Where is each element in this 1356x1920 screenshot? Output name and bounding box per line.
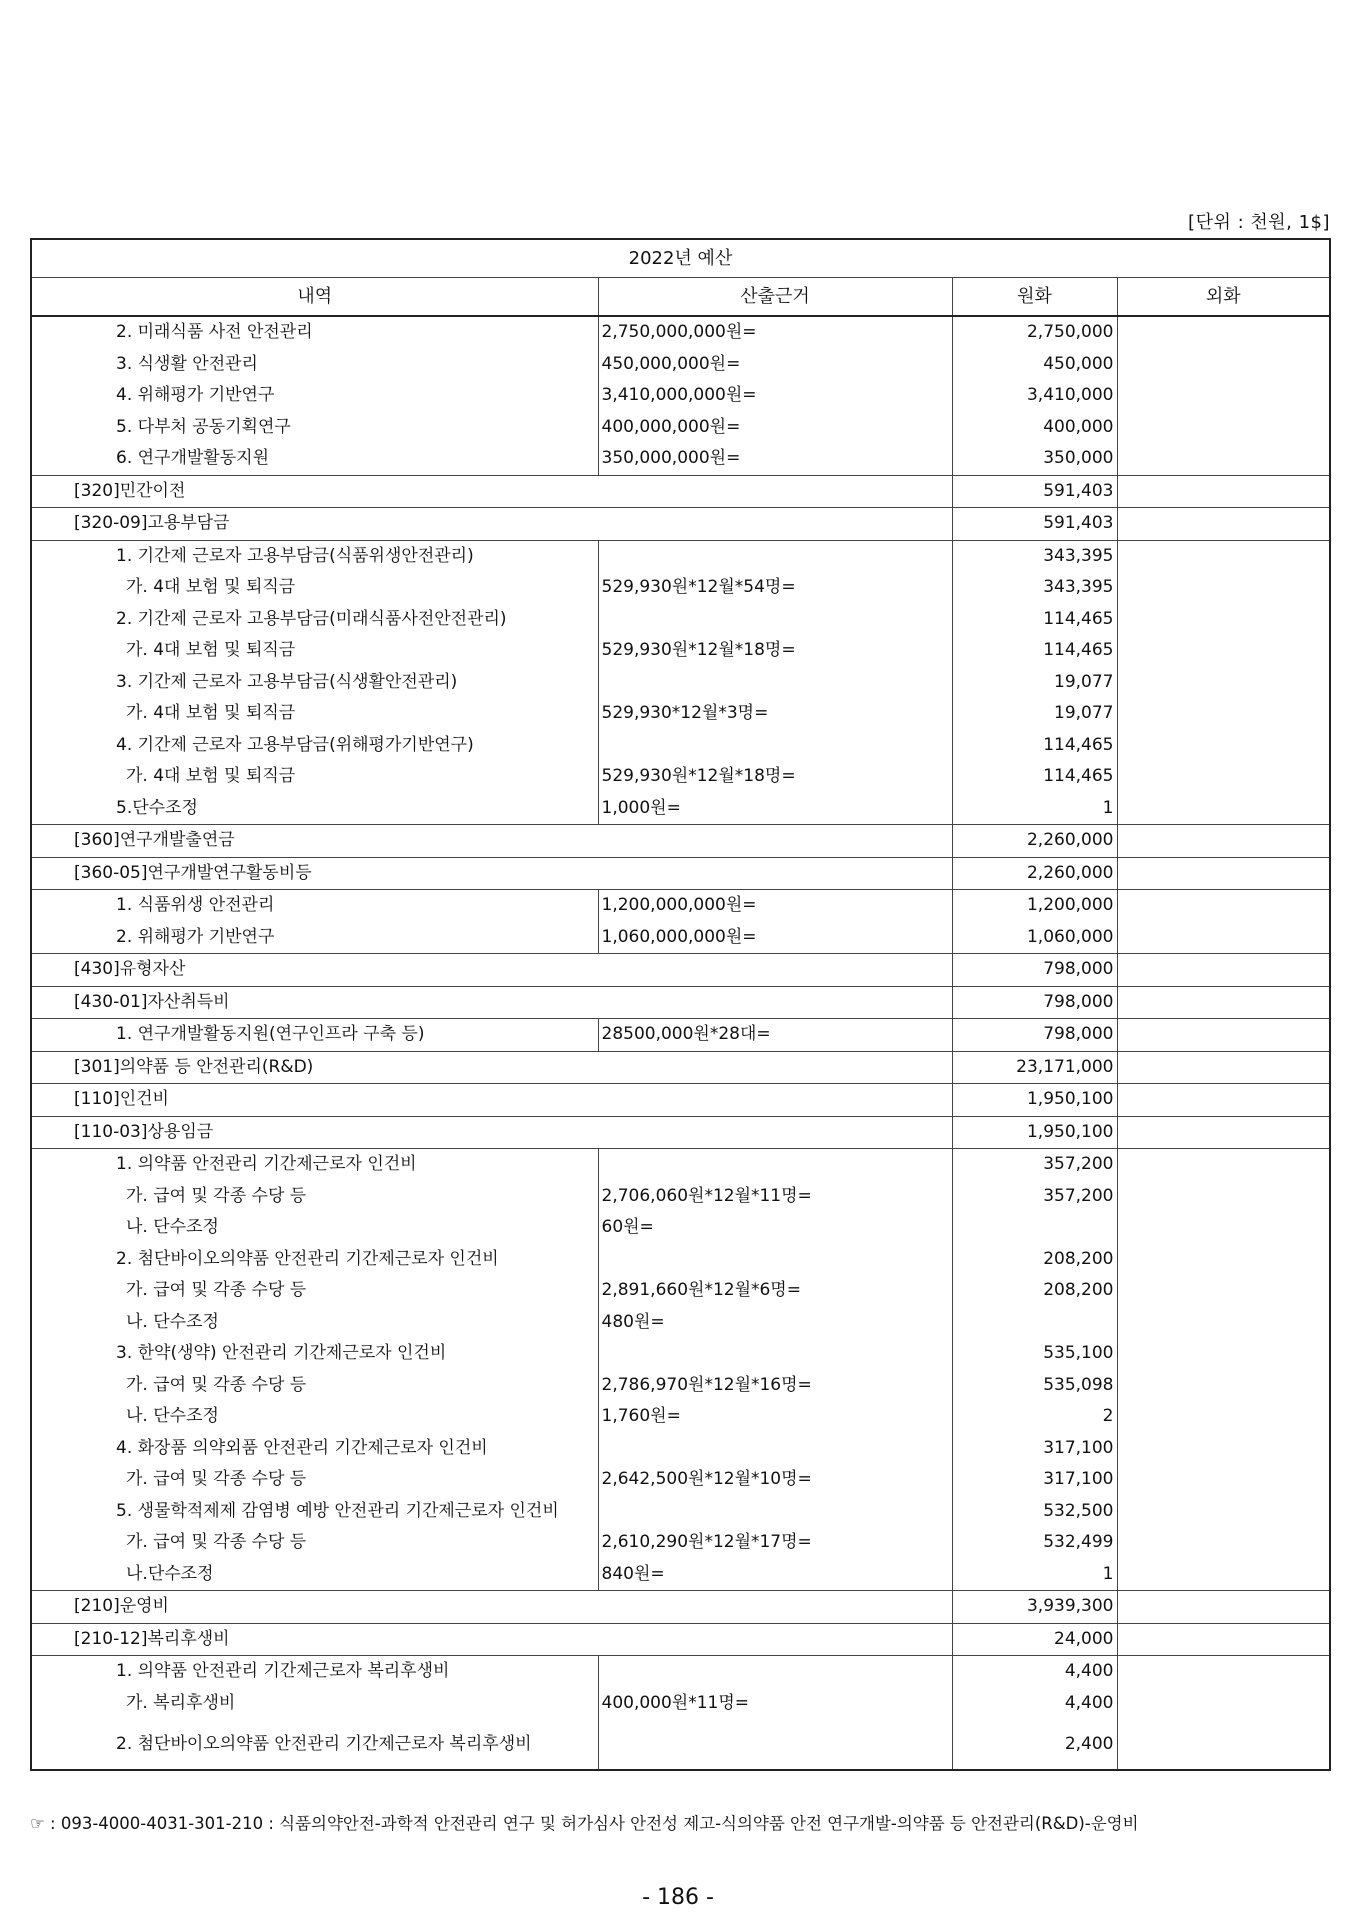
table-row: [31, 1656, 1330, 1688]
krw-cell: 350,000: [952, 443, 1117, 475]
item-cell: [430]유형자산: [31, 954, 952, 987]
table-row: [31, 825, 1330, 858]
item-cell: 2. 기간제 근로자 고용부담금(미래식품사전안전관리): [31, 604, 598, 636]
footnote: ☞ : 093-4000-4031-301-210 : 식품의약안전-과학적 안전관리 연구 및 허가심사 안전성 제고-식의약품 안전 연구개발-의약품 등 안전관리(R&D)-운영비: [30, 1814, 1139, 1833]
krw-cell: 1,950,100: [952, 1116, 1117, 1149]
krw-cell: 532,500: [952, 1496, 1117, 1528]
basis-cell: [598, 1149, 952, 1181]
table-row: [31, 890, 1330, 922]
item-cell: 3. 식생활 안전관리: [31, 349, 598, 381]
fx-cell: [1117, 1527, 1330, 1559]
basis-cell: 350,000,000원=: [598, 443, 952, 475]
table-row: [31, 1623, 1330, 1656]
krw-cell: 114,465: [952, 604, 1117, 636]
item-cell: 4. 화장품 의약외품 안전관리 기간제근로자 인건비: [31, 1433, 598, 1465]
fx-cell: [1117, 635, 1330, 667]
item-cell: 가. 복리후생비: [31, 1688, 598, 1720]
fx-cell: [1117, 412, 1330, 444]
item-cell: [430-01]자산취득비: [31, 986, 952, 1019]
item-cell: 나.단수조정: [31, 1559, 598, 1591]
table-row: [31, 380, 1330, 412]
table-row: [31, 1433, 1330, 1465]
krw-cell: 3,410,000: [952, 380, 1117, 412]
item-cell: 가. 4대 보험 및 퇴직금: [31, 635, 598, 667]
table-row: [31, 349, 1330, 381]
table-title: 2022년 예산: [31, 239, 1330, 278]
item-cell: 나. 단수조정: [31, 1307, 598, 1339]
basis-cell: [598, 1656, 952, 1688]
basis-cell: 450,000,000원=: [598, 349, 952, 381]
fx-cell: [1117, 667, 1330, 699]
item-cell: 5. 생물학적제제 감염병 예방 안전관리 기간제근로자 인건비: [31, 1496, 598, 1528]
basis-cell: 1,200,000,000원=: [598, 890, 952, 922]
krw-cell: 23,171,000: [952, 1051, 1117, 1084]
krw-cell: 24,000: [952, 1623, 1117, 1656]
fx-cell: [1117, 1591, 1330, 1624]
item-cell: 6. 연구개발활동지원: [31, 443, 598, 475]
item-cell: 1. 식품위생 안전관리: [31, 890, 598, 922]
basis-cell: 2,750,000,000원=: [598, 316, 952, 349]
krw-cell: 2,260,000: [952, 825, 1117, 858]
krw-cell: 2: [952, 1401, 1117, 1433]
krw-cell: 535,100: [952, 1338, 1117, 1370]
item-cell: 1. 의약품 안전관리 기간제근로자 인건비: [31, 1149, 598, 1181]
table-row: [31, 604, 1330, 636]
table-row: [31, 986, 1330, 1019]
item-cell: 가. 급여 및 각종 수당 등: [31, 1275, 598, 1307]
item-cell: [110-03]상용임금: [31, 1116, 952, 1149]
basis-cell: 400,000,000원=: [598, 412, 952, 444]
basis-cell: [598, 1496, 952, 1528]
table-row: [31, 475, 1330, 508]
krw-cell: 591,403: [952, 475, 1117, 508]
basis-cell: 60원=: [598, 1212, 952, 1244]
table-row: [31, 635, 1330, 667]
table-row: [31, 508, 1330, 541]
krw-cell: [952, 1307, 1117, 1339]
krw-cell: 798,000: [952, 986, 1117, 1019]
fx-cell: [1117, 1244, 1330, 1276]
unit-label: [단위 : 천원, 1$]: [1188, 212, 1330, 233]
item-cell: [360]연구개발출연금: [31, 825, 952, 858]
fx-cell: [1117, 1116, 1330, 1149]
table-row: [31, 1149, 1330, 1181]
fx-cell: [1117, 1307, 1330, 1339]
fx-cell: [1117, 1464, 1330, 1496]
basis-cell: [598, 540, 952, 572]
table-row: [31, 412, 1330, 444]
table-row: [31, 1019, 1330, 1052]
item-cell: 나. 단수조정: [31, 1212, 598, 1244]
basis-cell: [598, 604, 952, 636]
table-row: [31, 1559, 1330, 1591]
table-row: [31, 761, 1330, 793]
fx-cell: [1117, 1433, 1330, 1465]
basis-cell: 529,930원*12월*54명=: [598, 572, 952, 604]
krw-cell: 114,465: [952, 730, 1117, 762]
table-row: [31, 1181, 1330, 1213]
table-row: [31, 1719, 1330, 1770]
table-row: [31, 1116, 1330, 1149]
table-row: [31, 1370, 1330, 1402]
fx-cell: [1117, 1688, 1330, 1720]
fx-cell: [1117, 1370, 1330, 1402]
krw-cell: 3,939,300: [952, 1591, 1117, 1624]
item-cell: 1. 기간제 근로자 고용부담금(식품위생안전관리): [31, 540, 598, 572]
fx-cell: [1117, 1496, 1330, 1528]
fx-cell: [1117, 1181, 1330, 1213]
item-cell: 5.단수조정: [31, 793, 598, 825]
item-cell: 2. 미래식품 사전 안전관리: [31, 316, 598, 349]
basis-cell: [598, 1433, 952, 1465]
fx-cell: [1117, 316, 1330, 349]
table-row: [31, 1401, 1330, 1433]
krw-cell: 19,077: [952, 698, 1117, 730]
fx-cell: [1117, 1149, 1330, 1181]
fx-cell: [1117, 1559, 1330, 1591]
fx-cell: [1117, 1275, 1330, 1307]
krw-cell: 798,000: [952, 1019, 1117, 1052]
table-row: [31, 1338, 1330, 1370]
krw-cell: 1: [952, 1559, 1117, 1591]
table-row: [31, 1496, 1330, 1528]
item-cell: 가. 급여 및 각종 수당 등: [31, 1527, 598, 1559]
krw-cell: 400,000: [952, 412, 1117, 444]
krw-cell: 591,403: [952, 508, 1117, 541]
table-row: [31, 572, 1330, 604]
basis-cell: 2,891,660원*12월*6명=: [598, 1275, 952, 1307]
krw-cell: 2,400: [952, 1719, 1117, 1770]
basis-cell: 2,786,970원*12월*16명=: [598, 1370, 952, 1402]
krw-cell: 19,077: [952, 667, 1117, 699]
fx-cell: [1117, 730, 1330, 762]
krw-cell: 317,100: [952, 1464, 1117, 1496]
krw-cell: 114,465: [952, 635, 1117, 667]
krw-cell: 450,000: [952, 349, 1117, 381]
header-basis: 산출근거: [598, 278, 952, 317]
fx-cell: [1117, 922, 1330, 954]
item-cell: 나. 단수조정: [31, 1401, 598, 1433]
krw-cell: 114,465: [952, 761, 1117, 793]
basis-cell: [598, 1338, 952, 1370]
item-cell: 5. 다부처 공동기획연구: [31, 412, 598, 444]
krw-cell: 2,260,000: [952, 857, 1117, 890]
item-cell: 가. 급여 및 각종 수당 등: [31, 1464, 598, 1496]
basis-cell: 1,060,000,000원=: [598, 922, 952, 954]
basis-cell: 529,930원*12월*18명=: [598, 635, 952, 667]
fx-cell: [1117, 443, 1330, 475]
fx-cell: [1117, 698, 1330, 730]
fx-cell: [1117, 825, 1330, 858]
krw-cell: 798,000: [952, 954, 1117, 987]
krw-cell: 4,400: [952, 1656, 1117, 1688]
basis-cell: 480원=: [598, 1307, 952, 1339]
basis-cell: 400,000원*11명=: [598, 1688, 952, 1720]
krw-cell: [952, 1212, 1117, 1244]
fx-cell: [1117, 604, 1330, 636]
table-row: [31, 1591, 1330, 1624]
item-cell: 3. 기간제 근로자 고용부담금(식생활안전관리): [31, 667, 598, 699]
table-row: [31, 698, 1330, 730]
item-cell: 2. 첨단바이오의약품 안전관리 기간제근로자 복리후생비: [31, 1719, 598, 1770]
table-row: [31, 1051, 1330, 1084]
basis-cell: [598, 730, 952, 762]
table-row: [31, 1527, 1330, 1559]
item-cell: 가. 4대 보험 및 퇴직금: [31, 572, 598, 604]
basis-cell: 529,930원*12월*18명=: [598, 761, 952, 793]
fx-cell: [1117, 1338, 1330, 1370]
krw-cell: 1,060,000: [952, 922, 1117, 954]
basis-cell: 1,760원=: [598, 1401, 952, 1433]
basis-cell: 840원=: [598, 1559, 952, 1591]
krw-cell: 2,750,000: [952, 316, 1117, 349]
fx-cell: [1117, 890, 1330, 922]
basis-cell: 3,410,000,000원=: [598, 380, 952, 412]
item-cell: 가. 4대 보험 및 퇴직금: [31, 761, 598, 793]
krw-cell: 317,100: [952, 1433, 1117, 1465]
basis-cell: 2,642,500원*12월*10명=: [598, 1464, 952, 1496]
table-row: [31, 1275, 1330, 1307]
item-cell: [360-05]연구개발연구활동비등: [31, 857, 952, 890]
fx-cell: [1117, 1084, 1330, 1117]
basis-cell: [598, 1719, 952, 1770]
table-row: [31, 922, 1330, 954]
krw-cell: 343,395: [952, 572, 1117, 604]
krw-cell: 1,950,100: [952, 1084, 1117, 1117]
item-cell: 1. 연구개발활동지원(연구인프라 구축 등): [31, 1019, 598, 1052]
item-cell: 3. 한약(생약) 안전관리 기간제근로자 인건비: [31, 1338, 598, 1370]
item-cell: 2. 위해평가 기반연구: [31, 922, 598, 954]
krw-cell: 357,200: [952, 1149, 1117, 1181]
item-cell: 가. 4대 보험 및 퇴직금: [31, 698, 598, 730]
table-row: [31, 667, 1330, 699]
krw-cell: 4,400: [952, 1688, 1117, 1720]
page-number: - 186 -: [642, 1885, 714, 1910]
fx-cell: [1117, 572, 1330, 604]
fx-cell: [1117, 349, 1330, 381]
basis-cell: [598, 1244, 952, 1276]
fx-cell: [1117, 1051, 1330, 1084]
fx-cell: [1117, 508, 1330, 541]
fx-cell: [1117, 1623, 1330, 1656]
item-cell: [301]의약품 등 안전관리(R&D): [31, 1051, 952, 1084]
krw-cell: 532,499: [952, 1527, 1117, 1559]
fx-cell: [1117, 540, 1330, 572]
krw-cell: 535,098: [952, 1370, 1117, 1402]
fx-cell: [1117, 1401, 1330, 1433]
fx-cell: [1117, 1656, 1330, 1688]
item-cell: [210-12]복리후생비: [31, 1623, 952, 1656]
fx-cell: [1117, 1212, 1330, 1244]
basis-cell: 529,930*12월*3명=: [598, 698, 952, 730]
table-row: [31, 1307, 1330, 1339]
item-cell: [110]인건비: [31, 1084, 952, 1117]
krw-cell: 208,200: [952, 1244, 1117, 1276]
basis-cell: 2,610,290원*12월*17명=: [598, 1527, 952, 1559]
fx-cell: [1117, 1019, 1330, 1052]
table-row: [31, 1212, 1330, 1244]
item-cell: 4. 위해평가 기반연구: [31, 380, 598, 412]
item-cell: 2. 첨단바이오의약품 안전관리 기간제근로자 인건비: [31, 1244, 598, 1276]
table-row: [31, 1688, 1330, 1720]
table-row: [31, 1084, 1330, 1117]
table-row: [31, 540, 1330, 572]
fx-cell: [1117, 380, 1330, 412]
item-cell: 가. 급여 및 각종 수당 등: [31, 1370, 598, 1402]
fx-cell: [1117, 793, 1330, 825]
krw-cell: 357,200: [952, 1181, 1117, 1213]
basis-cell: 28500,000원*28대=: [598, 1019, 952, 1052]
table-body: [31, 316, 1330, 1770]
item-cell: 1. 의약품 안전관리 기간제근로자 복리후생비: [31, 1656, 598, 1688]
table-row: [31, 954, 1330, 987]
table-row: [31, 1244, 1330, 1276]
fx-cell: [1117, 986, 1330, 1019]
fx-cell: [1117, 857, 1330, 890]
basis-cell: 2,706,060원*12월*11명=: [598, 1181, 952, 1213]
item-cell: 가. 급여 및 각종 수당 등: [31, 1181, 598, 1213]
header-item: 내역: [31, 278, 598, 317]
header-krw: 원화: [952, 278, 1117, 317]
basis-cell: [598, 667, 952, 699]
krw-cell: 208,200: [952, 1275, 1117, 1307]
table-row: [31, 316, 1330, 349]
krw-cell: 1,200,000: [952, 890, 1117, 922]
header-fx: 외화: [1117, 278, 1330, 317]
fx-cell: [1117, 1719, 1330, 1770]
table-row: [31, 443, 1330, 475]
item-cell: [210]운영비: [31, 1591, 952, 1624]
item-cell: [320-09]고용부담금: [31, 508, 952, 541]
table-row: [31, 730, 1330, 762]
table-row: [31, 857, 1330, 890]
krw-cell: 1: [952, 793, 1117, 825]
fx-cell: [1117, 954, 1330, 987]
budget-table: [30, 238, 1331, 1771]
basis-cell: 1,000원=: [598, 793, 952, 825]
fx-cell: [1117, 761, 1330, 793]
table-row: [31, 1464, 1330, 1496]
item-cell: 4. 기간제 근로자 고용부담금(위해평가기반연구): [31, 730, 598, 762]
fx-cell: [1117, 475, 1330, 508]
item-cell: [320]민간이전: [31, 475, 952, 508]
krw-cell: 343,395: [952, 540, 1117, 572]
table-row: [31, 793, 1330, 825]
